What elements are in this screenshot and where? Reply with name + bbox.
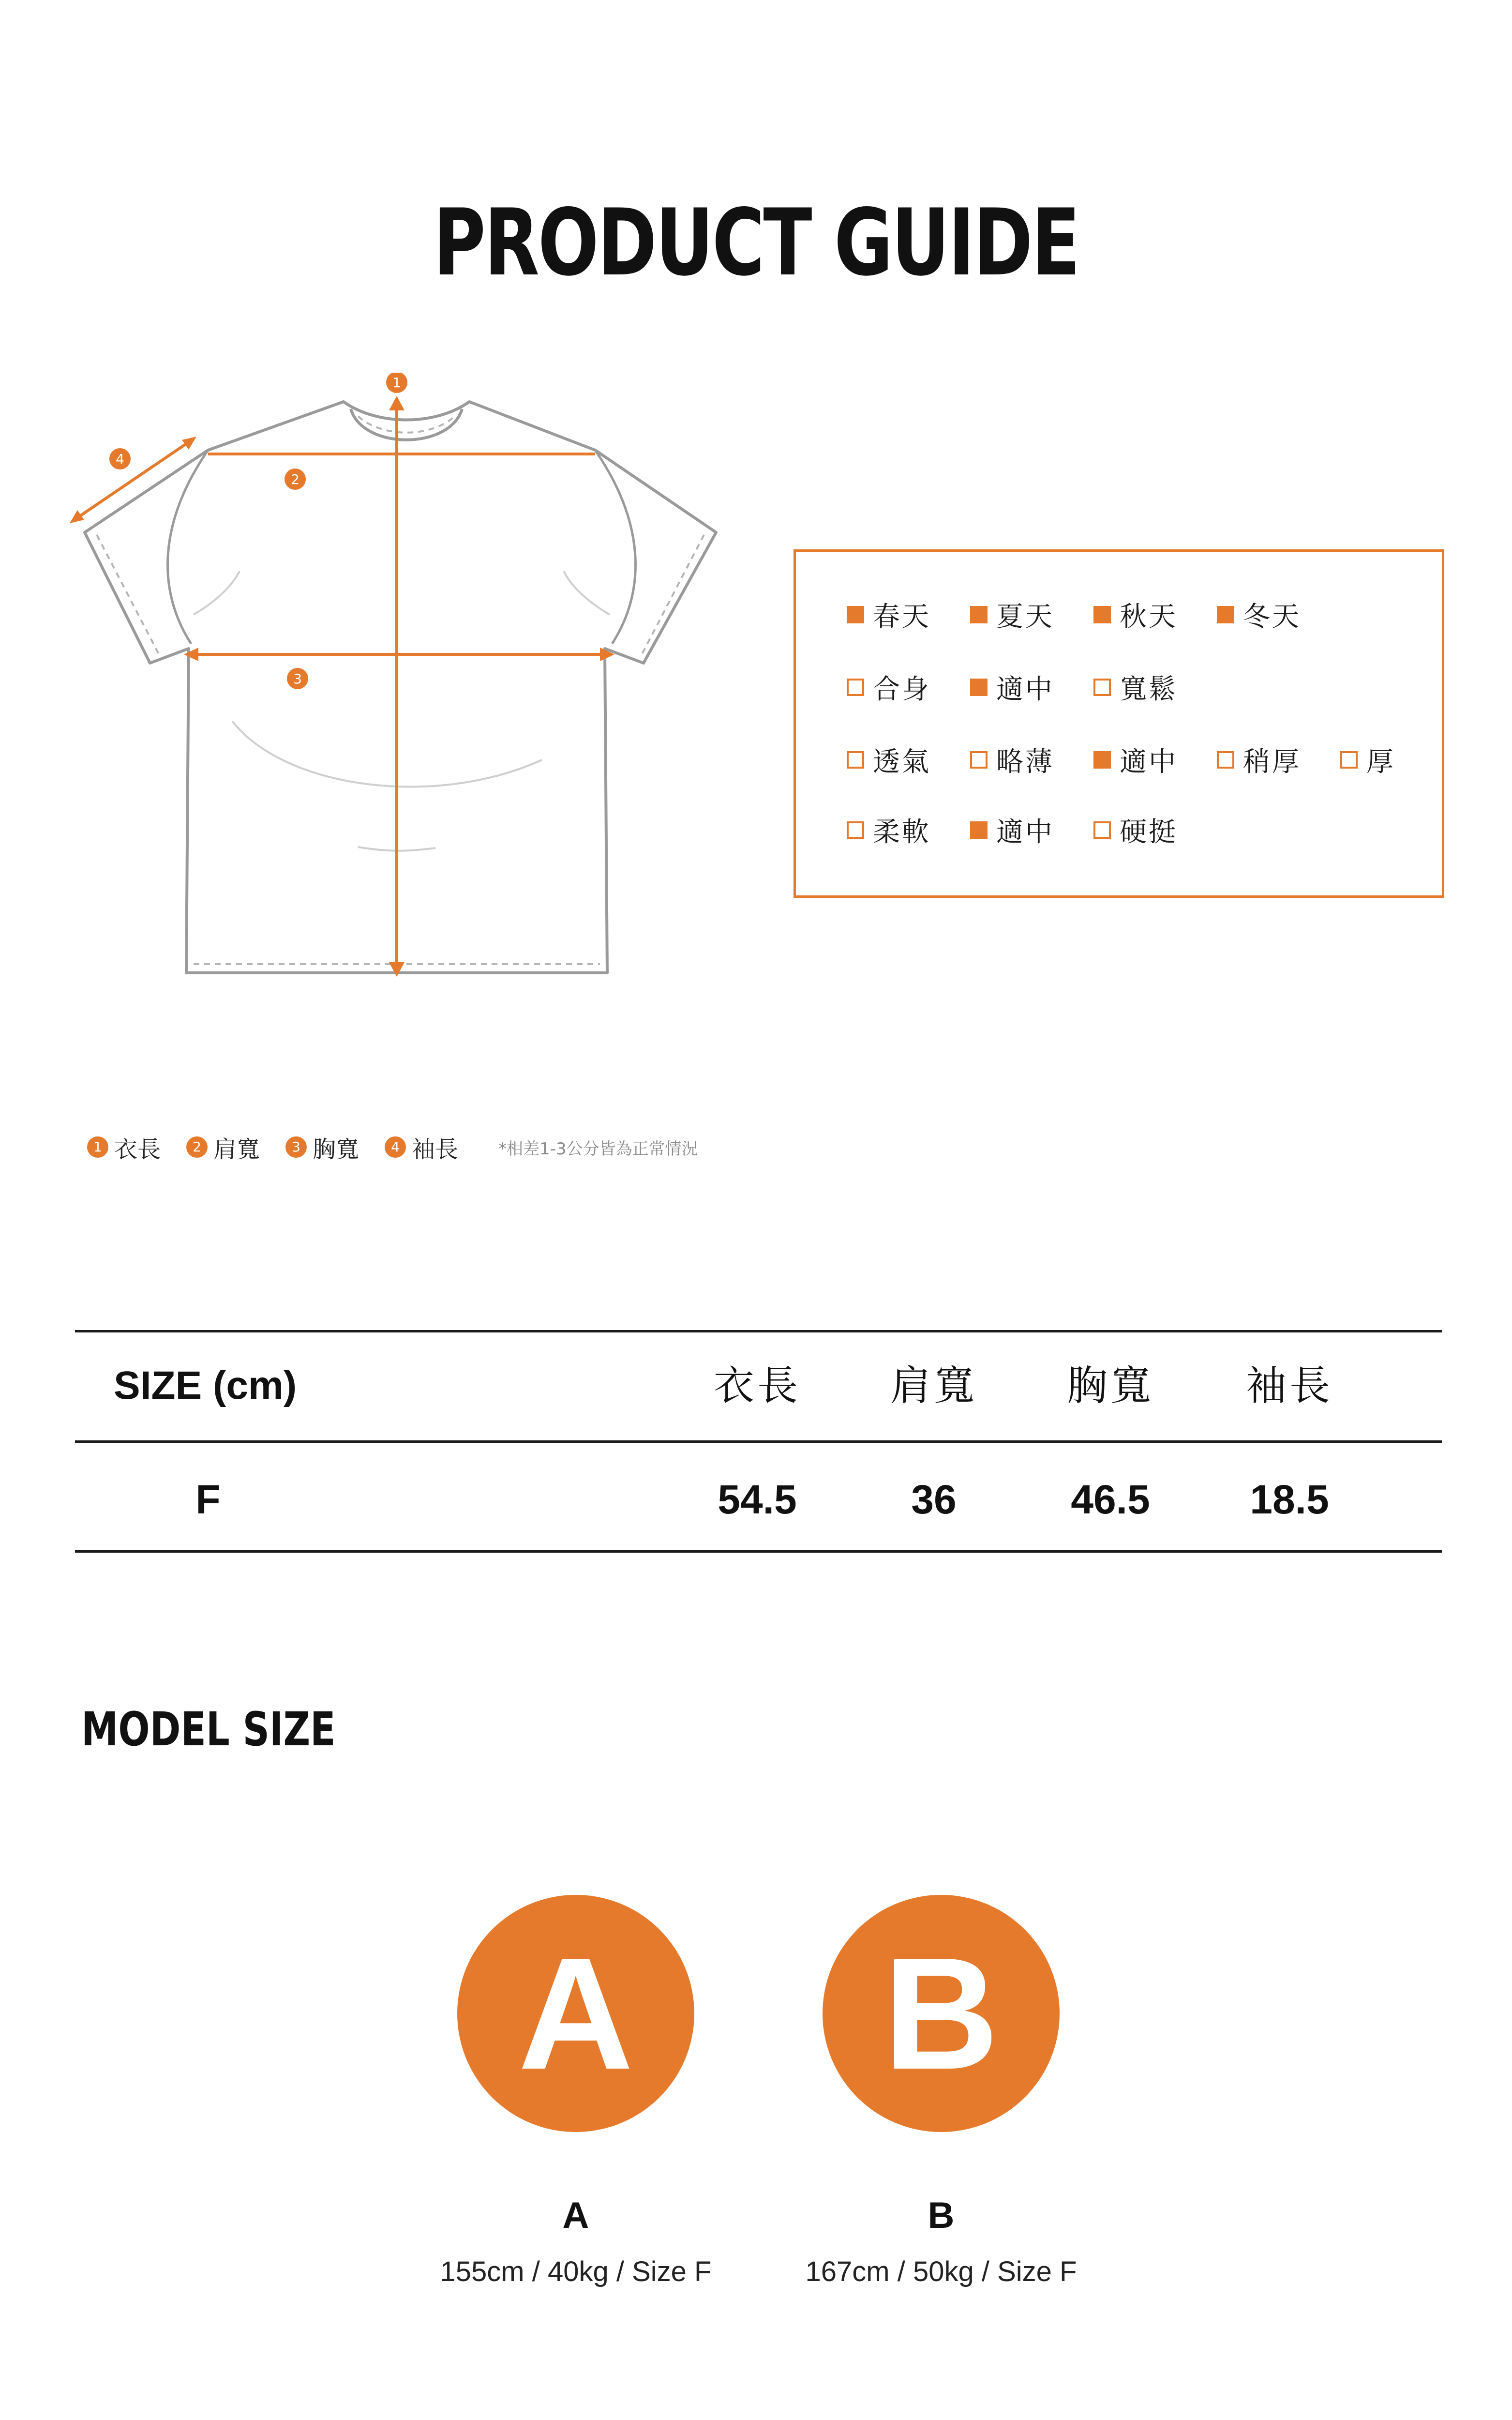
option-label: 寬鬆 [1120,674,1178,705]
legend-label: 袖長 [412,1135,459,1163]
column-header-shoulder: 肩寬 [890,1362,977,1409]
season-option [847,595,931,634]
legend-label: 肩寬 [213,1135,260,1163]
thickness-option [1093,741,1178,779]
fit-option [847,668,931,707]
option-label: 秋天 [1120,601,1178,633]
legend-number-badge: 1 [87,1136,108,1158]
tshirt-left-armhole [168,450,208,644]
model-size-heading: MODEL SIZE [81,1702,336,1756]
marker-1-label: 1 [392,375,401,391]
checkbox-unchecked-icon [1093,821,1111,839]
option-label: 厚 [1366,746,1395,778]
fit-option [1093,668,1178,707]
checkbox-checked-icon [1093,606,1111,623]
size-cell: F [195,1477,221,1522]
legend-label: 衣長 [114,1135,161,1163]
legend-item [186,1128,260,1166]
texture-option [847,811,931,849]
option-label: 稍厚 [1243,746,1301,778]
thickness-option [1340,741,1395,779]
tolerance-note: *相差1-3公分皆為正常情況 [498,1139,698,1159]
table-header-rule [75,1440,1442,1443]
checkbox-unchecked-icon [847,821,864,839]
table-top-rule [75,1330,1442,1332]
option-label: 春天 [873,601,931,633]
model-a-name: A [562,2195,589,2236]
checkbox-unchecked-icon [970,751,988,769]
checkbox-unchecked-icon [847,679,864,696]
option-label: 適中 [996,674,1054,705]
season-option [1093,595,1178,634]
option-label: 適中 [996,817,1054,848]
fabric-attribute-panel [793,549,1444,898]
season-option [970,595,1054,634]
model-a-info: 155cm / 40kg / Size F [440,2256,712,2287]
model-b-name: B [928,2195,955,2236]
legend-number-badge: 4 [385,1136,406,1158]
fit-option [970,668,1054,707]
tshirt-measurement-diagram [68,373,745,1002]
legend-item [285,1128,359,1166]
legend-item [87,1128,161,1166]
value-cell-chest: 46.5 [1071,1477,1150,1522]
checkbox-unchecked-icon [1340,751,1358,769]
thickness-option [970,741,1054,779]
option-label: 透氣 [873,746,931,778]
checkbox-checked-icon [970,606,988,623]
legend-label: 胸寬 [313,1135,359,1163]
checkbox-checked-icon [1093,751,1111,769]
legend-note [498,1128,698,1166]
column-header-length: 衣長 [713,1362,801,1409]
legend-number-badge: 3 [285,1136,307,1158]
checkbox-unchecked-icon [1217,751,1234,769]
option-label: 合身 [873,674,931,705]
option-label: 略薄 [996,746,1054,778]
measure-line-sleeve [74,439,193,520]
tshirt-right-armhole [595,450,635,644]
tshirt-outline [85,402,716,973]
marker-4-label: 4 [116,451,124,467]
option-label: 適中 [1120,746,1178,778]
season-option [1217,595,1301,634]
table-bottom-rule [75,1550,1442,1553]
size-column-header: SIZE (cm) [114,1363,297,1407]
value-cell-sleeve: 18.5 [1250,1477,1329,1522]
option-label: 夏天 [996,601,1054,633]
checkbox-checked-icon [847,606,864,623]
texture-option [1093,811,1178,849]
thickness-option [1217,741,1301,779]
value-cell-shoulder: 36 [911,1477,957,1522]
column-header-chest: 胸寬 [1066,1362,1154,1409]
texture-option [970,811,1054,849]
marker-3-label: 3 [293,671,302,687]
thickness-option [847,741,931,779]
model-b-badge: B [823,1895,1060,2132]
model-a-badge: A [457,1895,694,2132]
checkbox-unchecked-icon [1093,679,1111,696]
option-label: 冬天 [1243,601,1301,633]
page-title: PRODUCT GUIDE [433,189,1079,297]
value-cell-length: 54.5 [718,1477,797,1522]
legend-number-badge: 2 [186,1136,208,1158]
checkbox-checked-icon [970,821,988,839]
column-header-sleeve: 袖長 [1245,1362,1333,1409]
checkbox-checked-icon [970,679,988,696]
marker-2-label: 2 [291,471,299,487]
checkbox-unchecked-icon [847,751,864,769]
checkbox-checked-icon [1217,606,1234,623]
legend-item [385,1128,458,1166]
option-label: 硬挺 [1120,817,1178,848]
option-label: 柔軟 [873,817,931,848]
model-b-info: 167cm / 50kg / Size F [805,2256,1077,2287]
